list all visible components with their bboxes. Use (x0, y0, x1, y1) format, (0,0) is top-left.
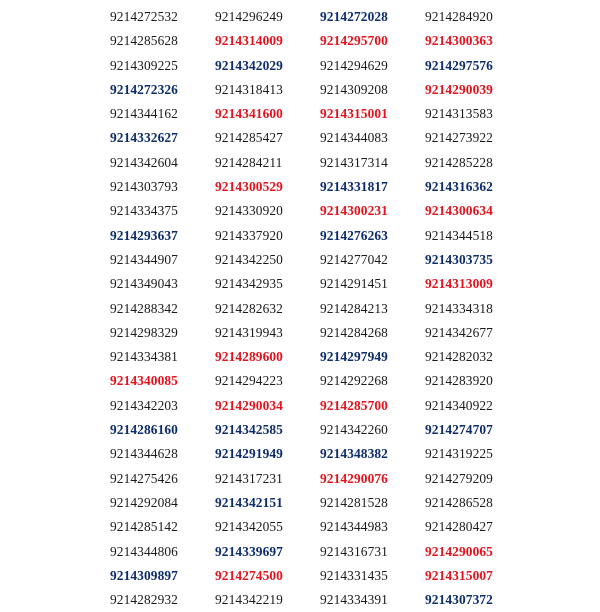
phone-number: 9214307372 (425, 592, 493, 608)
phone-number: 9214285142 (110, 519, 178, 535)
phone-number: 9214292084 (110, 494, 178, 510)
phone-number: 9214282032 (425, 349, 493, 365)
phone-number: 9214285228 (425, 154, 493, 170)
phone-number: 9214275426 (110, 470, 178, 486)
phone-number: 9214298329 (110, 324, 178, 340)
phone-number: 9214334318 (425, 300, 493, 316)
phone-number: 9214285700 (320, 397, 388, 413)
phone-number: 9214344806 (110, 543, 178, 559)
phone-number: 9214290076 (320, 470, 388, 486)
phone-number: 9214300634 (425, 203, 493, 219)
phone-number: 9214303735 (425, 251, 493, 267)
phone-number: 9214331817 (320, 179, 388, 195)
phone-number: 9214291949 (215, 446, 283, 462)
phone-number: 9214341600 (215, 106, 283, 122)
phone-number: 9214274500 (215, 567, 283, 583)
phone-number: 9214295700 (320, 33, 388, 49)
phone-number: 9214282632 (215, 300, 283, 316)
phone-number: 9214337920 (215, 227, 283, 243)
number-column-4 (425, 5, 530, 612)
phone-number: 9214284920 (425, 9, 493, 24)
phone-number: 9214286528 (425, 494, 493, 510)
phone-number: 9214281528 (320, 494, 388, 510)
phone-number: 9214342677 (425, 324, 493, 340)
phone-number: 9214294629 (320, 57, 388, 73)
phone-number: 9214344983 (320, 519, 388, 535)
phone-number: 9214300363 (425, 33, 493, 49)
phone-number: 9214316731 (320, 543, 388, 559)
phone-number: 9214349043 (110, 276, 178, 292)
phone-number: 9214289600 (215, 349, 283, 365)
number-column-3 (320, 5, 425, 612)
phone-number: 9214279209 (425, 470, 493, 486)
phone-number: 9214313009 (425, 276, 493, 292)
phone-number: 9214276263 (320, 227, 388, 243)
phone-number: 9214342604 (110, 154, 178, 170)
phone-number: 9214274707 (425, 422, 493, 438)
phone-number: 9214272532 (110, 9, 178, 24)
phone-number: 9214344907 (110, 251, 178, 267)
phone-number: 9214309897 (110, 567, 178, 583)
phone-number: 9214284211 (215, 154, 283, 170)
phone-number: 9214342219 (215, 592, 283, 608)
phone-number: 9214283920 (425, 373, 493, 389)
phone-number: 9214303793 (110, 179, 178, 195)
phone-number: 9214316362 (425, 179, 493, 195)
phone-number: 9214348382 (320, 446, 388, 462)
phone-number: 9214342250 (215, 251, 283, 267)
phone-number: 9214294223 (215, 373, 283, 389)
phone-number: 9214334375 (110, 203, 178, 219)
phone-number: 9214290065 (425, 543, 493, 559)
phone-number: 9214272028 (320, 9, 388, 24)
phone-number: 9214340085 (110, 373, 178, 389)
phone-number: 9214290034 (215, 397, 283, 413)
phone-number: 9214284268 (320, 324, 388, 340)
phone-number: 9214334391 (320, 592, 388, 608)
number-column-2 (215, 5, 320, 612)
phone-number: 9214292268 (320, 373, 388, 389)
phone-number: 9214319225 (425, 446, 493, 462)
phone-number: 9214340922 (425, 397, 493, 413)
phone-number: 9214342260 (320, 422, 388, 438)
phone-number: 9214342585 (215, 422, 283, 438)
phone-number: 9214296249 (215, 9, 283, 24)
phone-number: 9214309208 (320, 81, 388, 97)
phone-number: 9214282932 (110, 592, 178, 608)
phone-number: 9214297949 (320, 349, 388, 365)
phone-number: 9214344518 (425, 227, 493, 243)
phone-number: 9214342055 (215, 519, 283, 535)
phone-number: 9214315001 (320, 106, 388, 122)
phone-number: 9214342151 (215, 494, 283, 510)
number-column-1 (110, 5, 215, 612)
phone-number: 9214288342 (110, 300, 178, 316)
phone-number: 9214342203 (110, 397, 178, 413)
phone-number: 9214314009 (215, 33, 283, 49)
phone-number: 9214317314 (320, 154, 388, 170)
phone-number: 9214290039 (425, 81, 493, 97)
phone-number: 9214272326 (110, 81, 178, 97)
phone-number: 9214344628 (110, 446, 178, 462)
phone-number: 9214286160 (110, 422, 178, 438)
phone-number: 9214339697 (215, 543, 283, 559)
phone-number: 9214293637 (110, 227, 178, 243)
phone-number: 9214344083 (320, 130, 388, 146)
phone-number: 9214334381 (110, 349, 178, 365)
phone-number: 9214300529 (215, 179, 283, 195)
phone-number: 9214330920 (215, 203, 283, 219)
phone-number: 9214344162 (110, 106, 178, 122)
phone-number: 9214280427 (425, 519, 493, 535)
phone-number: 9214291451 (320, 276, 388, 292)
phone-number: 9214315007 (425, 567, 493, 583)
phone-number: 9214300231 (320, 203, 388, 219)
phone-number: 9214273922 (425, 130, 493, 146)
phone-number: 9214297576 (425, 57, 493, 73)
phone-number: 9214318413 (215, 81, 283, 97)
phone-number: 9214342935 (215, 276, 283, 292)
phone-number: 9214331435 (320, 567, 388, 583)
phone-number: 9214277042 (320, 251, 388, 267)
phone-number: 9214342029 (215, 57, 283, 73)
phone-number: 9214317231 (215, 470, 283, 486)
phone-number: 9214332627 (110, 130, 178, 146)
phone-number: 9214313583 (425, 106, 493, 122)
phone-number: 9214319943 (215, 324, 283, 340)
phone-number: 9214285427 (215, 130, 283, 146)
phone-number: 9214285628 (110, 33, 178, 49)
phone-number: 9214309225 (110, 57, 178, 73)
phone-number: 9214284213 (320, 300, 388, 316)
